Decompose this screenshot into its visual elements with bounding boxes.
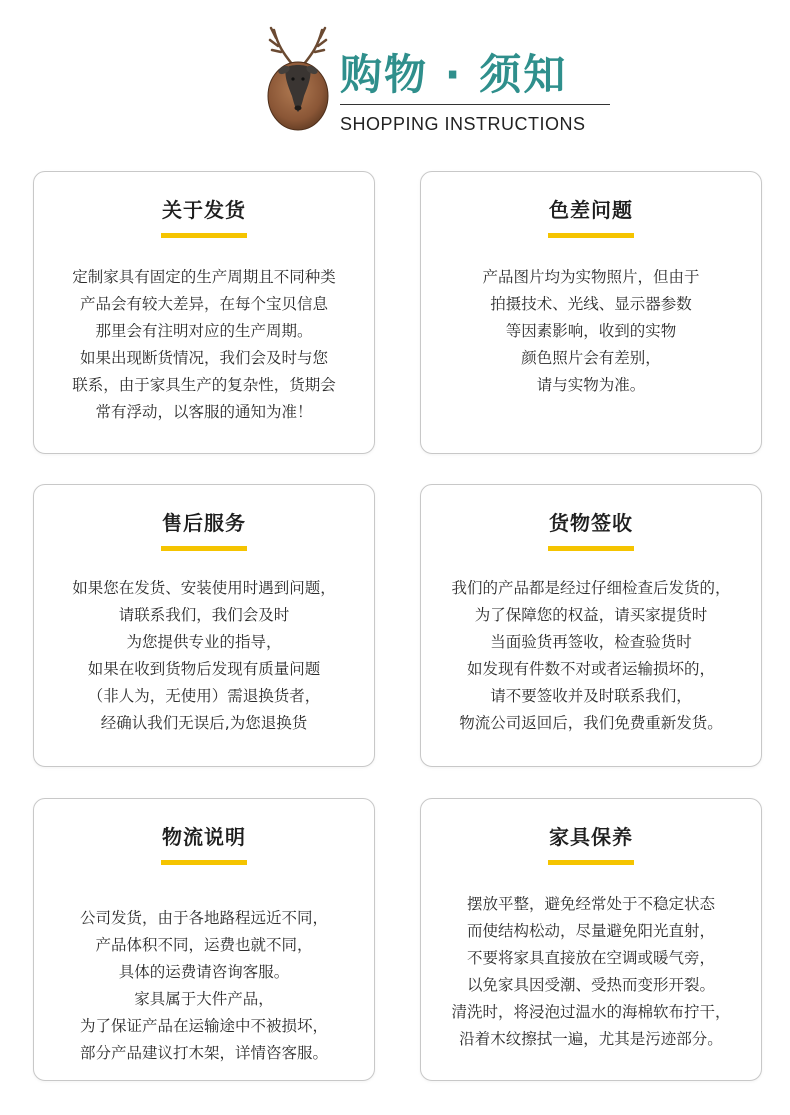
page-title-block [340,48,615,137]
page-subtitle: SHOPPING INSTRUCTIONS [340,114,586,134]
card-line: 公司发货，由于各地路程远近不同， [79,909,328,927]
card-line: 沿着木纹擦拭一遍，尤其是污迹部分。 [459,1030,723,1048]
card-line: 我们的产品都是经过仔细检查后发货的， [451,579,731,597]
card-line: 如果出现断货情况，我们会及时与您 [79,349,328,367]
card-title: 物流说明 [162,825,246,849]
card-line: 拍摄技术、光线、显示器参数 [490,295,692,313]
card-goods-receipt [420,484,762,767]
card-line: 清洗时，将浸泡过温水的海棉软布拧干， [451,1003,731,1021]
card-title-underline [161,546,247,551]
card-body [429,575,753,737]
card-line: 为您提供专业的指导， [126,633,282,651]
card-title: 色差问题 [549,198,633,222]
card-body [429,891,753,1053]
card-line: 常有浮动，以客服的通知为准！ [95,403,313,421]
card-title: 家具保养 [549,825,633,849]
card-body [42,264,366,426]
card-logistics [33,798,375,1081]
page-title: 购物 · 须知 [340,50,568,99]
card-body [429,264,753,399]
card-line: 如发现有件数不对或者运输损坏的， [466,660,715,678]
card-title-underline [548,860,634,865]
card-furniture-care [420,798,762,1081]
page-header [0,0,790,150]
card-line: 联系，由于家具生产的复杂性，货期会 [72,376,336,394]
card-line: 等因素影响，收到的实物 [505,322,677,340]
card-line: 定制家具有固定的生产周期且不同种类 [72,268,336,286]
card-line: 请联系我们，我们会及时 [118,606,290,624]
card-line: 经确认我们无误后,为您退换货 [100,714,308,732]
card-shipping [33,171,375,454]
deer-head-trophy-icon [262,24,334,132]
card-title-underline [548,233,634,238]
card-line: 颜色照片会有差别， [521,349,661,367]
card-body [42,905,366,1067]
card-line: 摆放平整，避免经常处于不稳定状态 [466,895,715,913]
card-line: 如果在收到货物后发现有质量问题 [87,660,321,678]
card-title-underline [548,546,634,551]
card-title: 货物签收 [549,511,633,535]
card-line: 请与实物为准。 [536,376,646,394]
card-title: 售后服务 [162,511,246,535]
card-title: 关于发货 [162,198,246,222]
card-line: （非人为，无使用）需退换货者， [87,687,321,705]
card-color-difference [420,171,762,454]
card-line: 而使结构松动，尽量避免阳光直射， [466,922,715,940]
card-line: 当面验货再签收，检查验货时 [490,633,692,651]
card-line: 为了保证产品在运输途中不被损坏， [79,1017,328,1035]
card-line: 具体的运费请咨询客服。 [118,963,290,981]
card-line: 不要将家具直接放在空调或暖气旁， [466,949,715,967]
card-line: 如果您在发货、安装使用时遇到问题， [72,579,336,597]
card-line: 以免家具因受潮、受热而变形开裂。 [466,976,715,994]
card-title-underline [161,233,247,238]
card-line: 产品体积不同，运费也就不同， [95,936,313,954]
card-line: 产品图片均为实物照片，但由于 [482,268,700,286]
card-line: 为了保障您的权益，请买家提货时 [474,606,708,624]
card-line: 那里会有注明对应的生产周期。 [95,322,313,340]
card-after-sales [33,484,375,767]
card-line: 部分产品建议打木架，详情咨客服。 [79,1044,328,1062]
card-title-underline [161,860,247,865]
card-line: 家具属于大件产品， [134,990,274,1008]
card-line: 请不要签收并及时联系我们， [490,687,692,705]
card-body [42,575,366,737]
card-line: 物流公司返回后，我们免费重新发货。 [459,714,723,732]
title-divider [340,104,610,105]
card-line: 产品会有较大差异，在每个宝贝信息 [79,295,328,313]
